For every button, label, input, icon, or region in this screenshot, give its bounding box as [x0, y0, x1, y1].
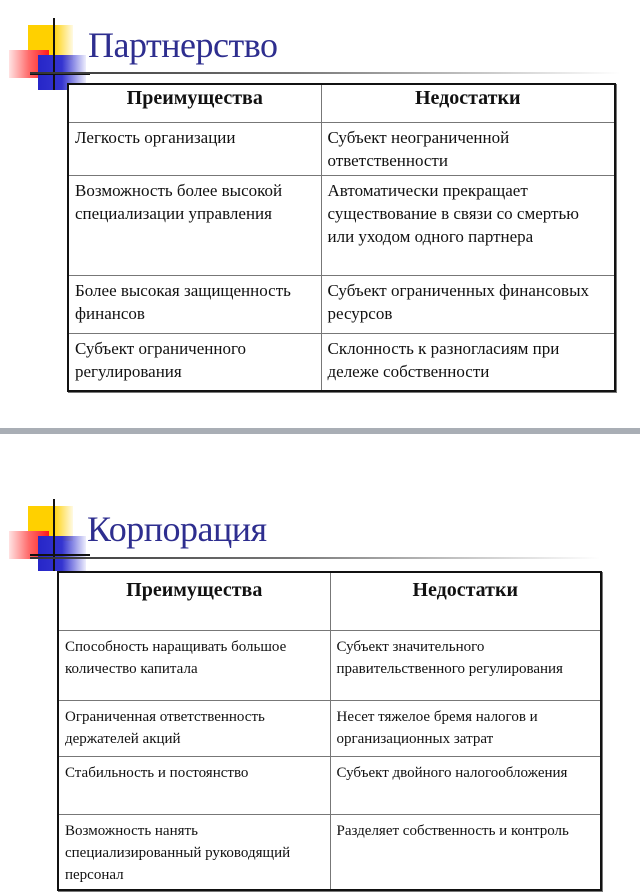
table-row	[58, 700, 601, 756]
slide-corporation	[0, 438, 640, 895]
header-advantages: Преимущества	[68, 84, 321, 122]
table-row	[58, 630, 601, 700]
table-header-row	[68, 84, 615, 122]
table-row	[68, 333, 615, 391]
disadvantage-cell: Автоматически прекращает существование в связи со смертью или уходом одного партнера	[321, 175, 615, 275]
table-row	[68, 122, 615, 175]
title-underline	[30, 72, 620, 74]
logo-vertical-line	[53, 499, 55, 571]
advantage-cell: Способность наращивать большое количество капитала	[58, 630, 330, 700]
corporation-table	[57, 571, 602, 891]
slide-logo-icon	[0, 496, 100, 576]
logo-horizontal-line	[30, 554, 90, 556]
slide-partnership	[0, 0, 640, 428]
table-header-row	[58, 572, 601, 630]
table-row	[68, 175, 615, 275]
disadvantage-cell: Субъект ограниченных финансовых ресурсов	[321, 275, 615, 333]
partnership-table	[67, 83, 616, 392]
advantage-cell: Легкость организации	[68, 122, 321, 175]
disadvantage-cell: Разделяет собственность и контроль	[330, 814, 601, 890]
header-advantages: Преимущества	[58, 572, 330, 630]
disadvantage-cell: Субъект неограниченной ответственности	[321, 122, 615, 175]
table-row	[68, 275, 615, 333]
table-row	[58, 756, 601, 814]
slide-separator	[0, 428, 640, 434]
disadvantage-cell: Склонность к разногласиям при дележе собственности	[321, 333, 615, 391]
disadvantage-cell: Несет тяжелое бремя налогов и организационных затрат	[330, 700, 601, 756]
advantage-cell: Возможность более высокой специализации управления	[68, 175, 321, 275]
table-row	[58, 814, 601, 890]
disadvantage-cell: Субъект двойного налогообложения	[330, 756, 601, 814]
title-underline	[30, 557, 600, 559]
advantage-cell: Более высокая защищенность финансов	[68, 275, 321, 333]
advantage-cell: Ограниченная ответственность держателей акций	[58, 700, 330, 756]
advantage-cell: Стабильность и постоянство	[58, 756, 330, 814]
logo-vertical-line	[53, 18, 55, 90]
slide-title: Корпорация	[87, 509, 267, 549]
disadvantage-cell: Субъект значительного правительственного регулирования	[330, 630, 601, 700]
advantage-cell: Возможность нанять специализированный руководящий персонал	[58, 814, 330, 890]
header-disadvantages: Недостатки	[330, 572, 601, 630]
header-disadvantages: Недостатки	[321, 84, 615, 122]
slide-title: Партнерство	[88, 25, 278, 65]
advantage-cell: Субъект ограниченного регулирования	[68, 333, 321, 391]
